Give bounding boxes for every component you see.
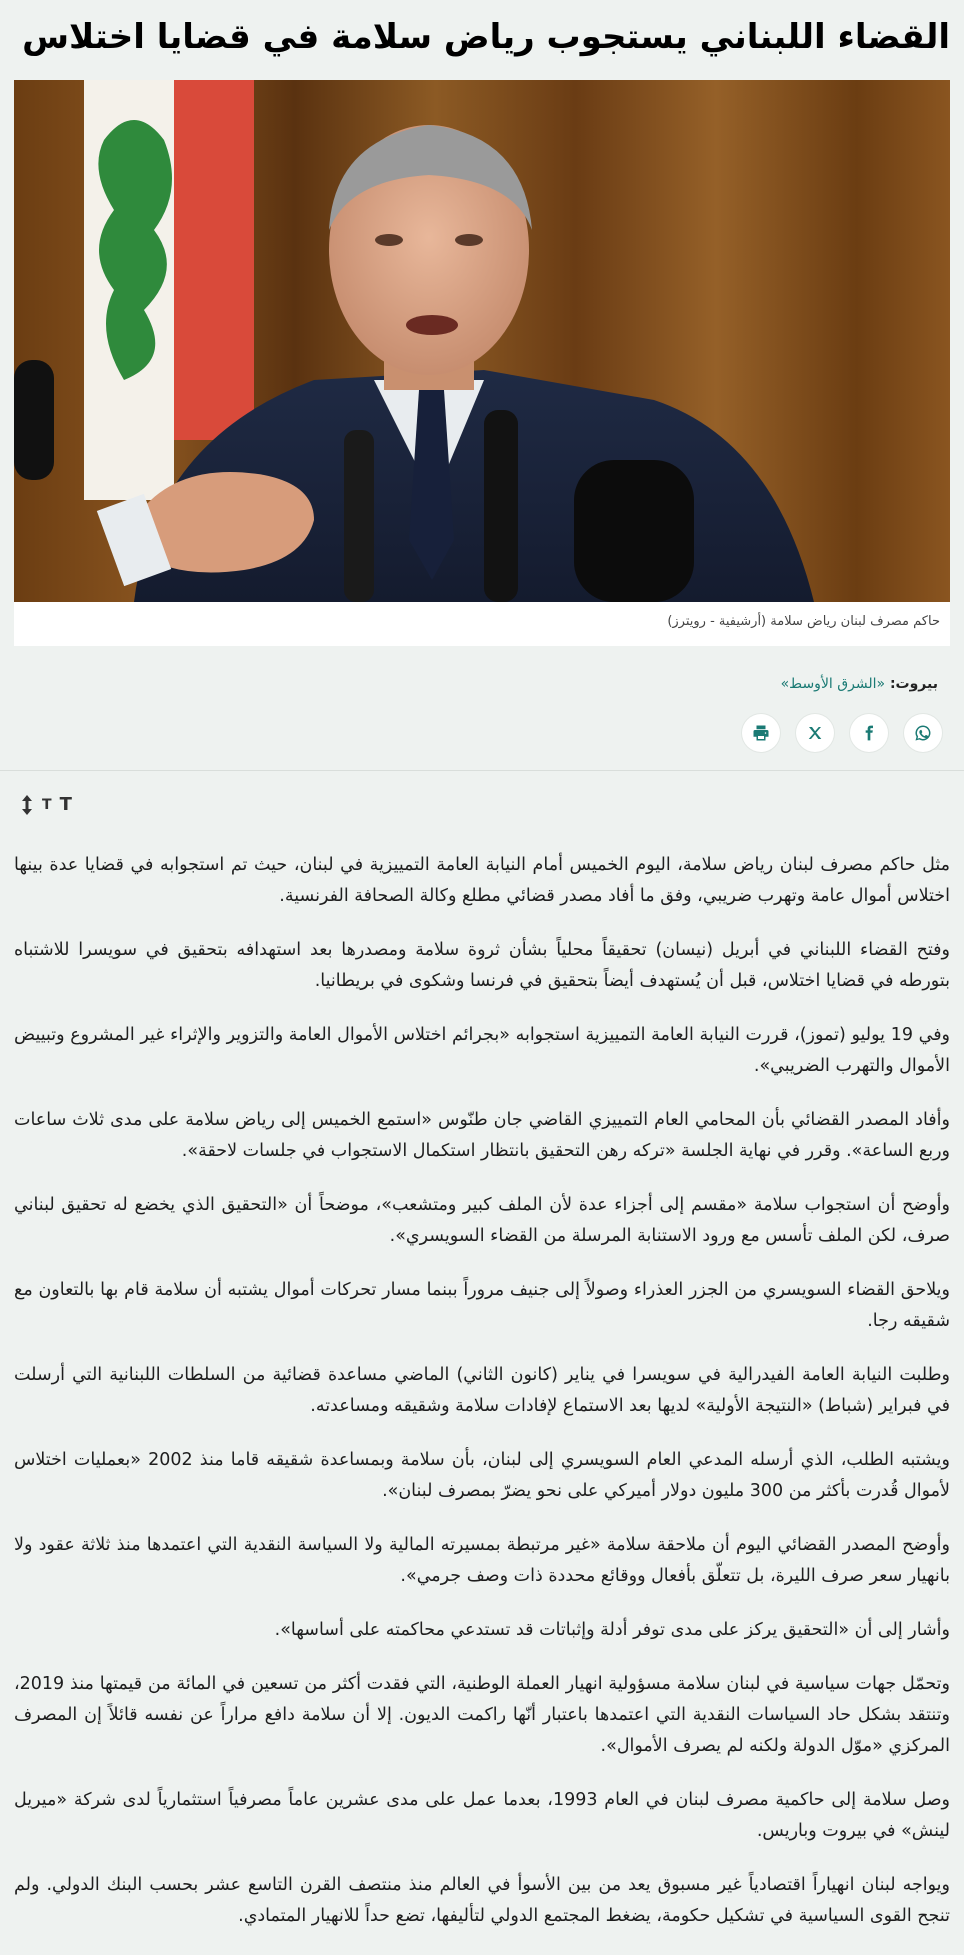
article-photo	[14, 80, 950, 602]
share-facebook-button[interactable]	[850, 714, 888, 752]
dateline	[781, 676, 938, 692]
article-body	[14, 850, 950, 1955]
share-whatsapp-button[interactable]	[904, 714, 942, 752]
photo-illustration	[14, 80, 950, 602]
share-x-button[interactable]	[796, 714, 834, 752]
facebook-icon	[861, 725, 877, 741]
increase-font-button[interactable]: T	[59, 794, 72, 815]
article-title: القضاء اللبناني يستجوب رياض سلامة في قضايا اختلاس	[22, 17, 950, 57]
paragraph: وطلبت النيابة العامة الفيدرالية في سويسرا في يناير (كانون الثاني) الماضي مساعدة قضائية من السلطات اللبنانية التي أرسلت في فبراير (شباط) «النتيجة الأولية» لديها بعد الاستماع لإفادات سلامة وشقيقه ومساعدته.	[14, 1365, 950, 1416]
photo-caption: حاكم مصرف لبنان رياض سلامة (أرشيفية - رويترز)	[667, 614, 940, 629]
paragraph: وفي 19 يوليو (تموز)، قررت النيابة العامة التمييزية استجوابه «بجرائم اختلاس الأموال العامة والتزوير والإثراء غير المشروع وتبييض الأموال والتهرب الضريبي».	[14, 1025, 951, 1076]
decrease-font-button[interactable]: T	[42, 796, 52, 813]
paragraph: وفتح القضاء اللبناني في أبريل (نيسان) تحقيقاً محلياً بشأن ثروة سلامة ومصدرها بعد استهدافه بتحقيق في سويسرا للاشتباه بتورطه في قضايا اختلاس، قبل أن يُستهدف أيضاً بتحقيق في فرنسا وشكوى في بريطانيا.	[14, 940, 950, 991]
paragraph: وصل سلامة إلى حاكمية مصرف لبنان في العام 1993، بعدما عمل على مدى عشرين عاماً مصرفياً استثمارياً لدى شركة «ميريل لينش» في بيروت وباريس.	[14, 1790, 951, 1841]
section-divider	[0, 770, 964, 771]
paragraph: ويشتبه الطلب، الذي أرسله المدعي العام السويسري إلى لبنان، بأن سلامة وبمساعدة شقيقه قاما منذ 2002 «بعمليات اختلاس لأموال قُدرت بأكثر من 300 مليون دولار أميركي على نحو يضرّ بمصرف لبنان».	[14, 1450, 950, 1501]
paragraph: ويلاحق القضاء السويسري من الجزر العذراء وصولاً إلى جنيف مروراً ببنما مسار تحركات أموال يشتبه أن سلامة قام بها بالتعاون مع شقيقه رجا.	[14, 1280, 950, 1331]
dateline-source-link[interactable]: «الشرق الأوسط»	[780, 676, 886, 692]
paragraph: وأشار إلى أن «التحقيق يركز على مدى توفر أدلة وإثباتات قد تستدعي محاكمته على أساسها».	[274, 1620, 950, 1640]
font-size-tools	[20, 794, 72, 815]
share-bar	[742, 714, 942, 752]
x-icon	[807, 725, 823, 741]
paragraph: وأوضح المصدر القضائي اليوم أن ملاحقة سلامة «غير مرتبطة بمسيرته المالية ولا السياسة النقدية التي اعتمدها منذ ثلاثة عقود ولا بانهيار سعر صرف الليرة، بل تتعلّق بأفعال ووقائع محددة ذات وصف جرمي».	[14, 1535, 950, 1586]
paragraph: ويواجه لبنان انهياراً اقتصادياً غير مسبوق يعد من بين الأسوأ في العالم منذ منتصف القرن التاسع عشر بحسب البنك الدولي. ولم تنجح القوى السياسية في تشكيل حكومة، يضغط المجتمع الدولي لتأليفها، تضع حداً للانهيار المتمادي.	[14, 1875, 950, 1926]
paragraph: وأفاد المصدر القضائي بأن المحامي العام التمييزي القاضي جان طنّوس «استمع الخميس إلى رياض سلامة على مدى ثلاث ساعات وربع الساعة». وقرر في نهاية الجلسة «تركه رهن التحقيق بانتظار استكمال الاستجواب في جلسات لاحقة».	[14, 1110, 950, 1161]
print-icon	[752, 724, 770, 742]
paragraph: وتحمّل جهات سياسية في لبنان سلامة مسؤولية انهيار العملة الوطنية، التي فقدت أكثر من تسعين في المائة من قيمتها منذ 2019، وتنتقد بشكل حاد السياسات النقدية التي اعتمدها باعتبار أنّها راكمت الديون. إلا أن سلامة دافع مراراً عن نفسه قائلاً إن المصرف المركزي «موّل الدولة ولكنه لم يصرف الأموال».	[14, 1674, 950, 1756]
print-button[interactable]	[742, 714, 780, 752]
dateline-city: بيروت:	[889, 676, 938, 692]
resize-arrows-icon[interactable]	[20, 795, 34, 815]
paragraph: مثل حاكم مصرف لبنان رياض سلامة، اليوم الخميس أمام النيابة العامة التمييزية في لبنان، حيث تم استجوابه في قضايا عدة بينها اختلاس أموال عامة وتهرب ضريبي، وفق ما أفاد مصدر قضائي مطلع وكالة الصحافة الفرنسية.	[14, 855, 950, 906]
paragraph: وأوضح أن استجواب سلامة «مقسم إلى أجزاء عدة لأن الملف كبير ومتشعب»، موضحاً أن «التحقيق الذي يخضع له تحقيق لبناني صرف، لكن الملف تأسس مع ورود الاستنابة المرسلة من القضاء السويسري».	[14, 1195, 950, 1246]
article-figure	[14, 80, 950, 646]
whatsapp-icon	[914, 724, 932, 742]
